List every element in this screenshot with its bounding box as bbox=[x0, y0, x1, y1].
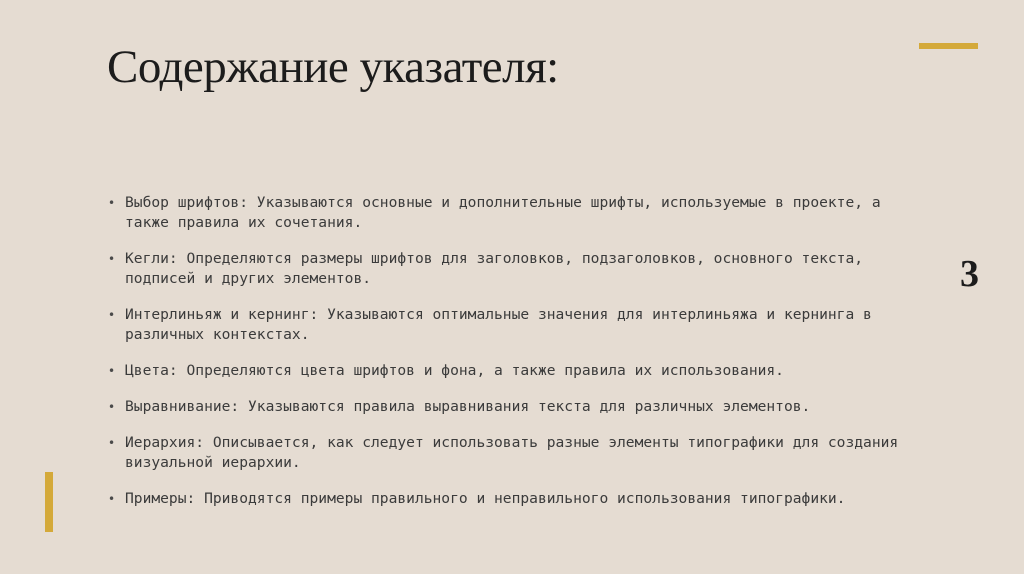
list-item-text: Иерархия: Описывается, как следует использовать разные элементы типографики для создания визуальной иерархии. bbox=[125, 434, 899, 471]
list-item-text: Выбор шрифтов: Указываются основные и дополнительные шрифты, используемые в проекте, а также правила их сочетания. bbox=[125, 194, 881, 231]
top-accent-bar bbox=[919, 43, 978, 49]
list-item bbox=[107, 249, 907, 289]
bullet-list bbox=[107, 193, 907, 525]
left-accent-bar bbox=[45, 472, 53, 532]
bullet-icon: • bbox=[108, 364, 116, 378]
list-item bbox=[107, 361, 907, 381]
list-item-text: Примеры: Приводятся примеры правильного и неправильного использования типографики. bbox=[125, 490, 846, 507]
list-item bbox=[107, 489, 907, 509]
bullet-icon: • bbox=[108, 252, 116, 266]
list-item-text: Цвета: Определяются цвета шрифтов и фона, а также правила их использования. bbox=[125, 362, 784, 379]
slide-title: Содержание указателя: bbox=[107, 41, 559, 93]
list-item-text: Интерлиньяж и кернинг: Указываются оптимальные значения для интерлиньяжа и кернинга в различных контекстах. bbox=[125, 306, 872, 343]
list-item bbox=[107, 433, 907, 473]
list-item bbox=[107, 397, 907, 417]
bullet-icon: • bbox=[108, 492, 116, 506]
page-number: 3 bbox=[960, 253, 979, 295]
list-item-text: Выравнивание: Указываются правила выравнивания текста для различных элементов. bbox=[125, 398, 811, 415]
bullet-icon: • bbox=[108, 308, 116, 322]
list-item-text: Кегли: Определяются размеры шрифтов для заголовков, подзаголовков, основного текста, подписей и других элементов. bbox=[125, 250, 864, 287]
bullet-icon: • bbox=[108, 196, 116, 210]
list-item bbox=[107, 193, 907, 233]
bullet-icon: • bbox=[108, 436, 116, 450]
bullet-icon: • bbox=[108, 400, 116, 414]
list-item bbox=[107, 305, 907, 345]
